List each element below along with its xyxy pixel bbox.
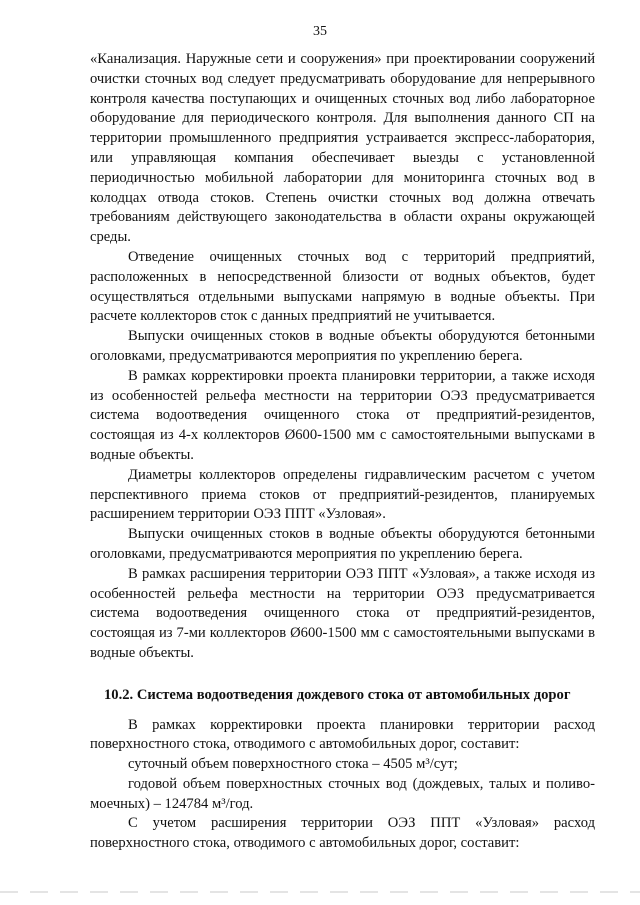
paragraph: В рамках корректировки проекта планировки территории расход поверхностного стока, отводимого с автомобильных дорог, составит: — [90, 716, 595, 753]
paragraph: Выпуски очищенных стоков в водные объекты оборудуются бетонными оголовками, предусматриваются мероприятия по укреплению берега. — [90, 526, 595, 562]
paragraph: Выпуски очищенных стоков в водные объекты оборудуются бетонными оголовками, предусматриваются мероприятия по укреплению берега. — [90, 328, 595, 364]
paragraph: С учетом расширения территории ОЭЗ ППТ «Узловая» расход поверхностного стока, отводимого с автомобильных дорог, составит: — [90, 815, 595, 852]
paragraph-continued: «Канализация. Наружные сети и сооружения» при проектировании сооружений очистки сточных вод следует предусматривать оборудование для непрерывного контроля качества поступающих и очищенных сточных вод либо лабораторное оборудование для периодического контроля. Для выполнения данного СП на территории промышленного предприятия устраивается экспресс-лаборатория, или управляющая компания обеспечивает выезды с установленной периодичностью мобильной лаборатории для мониторинга сточных вод в колодцах отвода стоков. Степень очистки сточных вод должна отвечать требованиям действующего законодательства в области охраны окружающей среды. — [90, 51, 595, 246]
paragraph: В рамках корректировки проекта планировки территории, а также исходя из особенностей рельефа местности на территории ОЭЗ предусматривается система водоотведения очищенного стока от предприятий-резидентов, состоящая из 4-х коллекторов Ø600-1500 мм с самостоятельными выпусками в водные объекты. — [90, 367, 595, 463]
list-item: суточный объем поверхностного стока – 4505 м³/сут; — [128, 756, 458, 773]
document-body — [90, 50, 595, 854]
paragraph: Диаметры коллекторов определены гидравлическим расчетом с учетом перспективного приема стоков от предприятий-резидентов, планируемых расширением территории ОЭЗ ППТ «Узловая». — [90, 466, 595, 523]
paragraph: В рамках расширения территории ОЭЗ ППТ «Узловая», а также исходя из особенностей рельефа местности на территории ОЭЗ предусматривается система водоотведения очищенного стока от предприятий-резидентов, состоящая из 7-ми коллекторов Ø600-1500 мм с самостоятельными выпусками в водные объекты. — [90, 565, 595, 661]
scan-artifact-line — [0, 891, 640, 893]
section-heading: 10.2. Система водоотведения дождевого стока от автомобильных дорог — [104, 686, 571, 703]
paragraph: Отведение очищенных сточных вод с территорий предприятий, расположенных в непосредственной близости от водных объектов, будет осуществляться отдельными выпусками напрямую в водные объекты. При расчете коллекторов сток с данных предприятий не учитывается. — [90, 248, 595, 325]
page-number: 35 — [313, 24, 327, 39]
list-item: годовой объем поверхностных сточных вод (дождевых, талых и поливо-моечных) – 124784 м³/год. — [90, 775, 595, 812]
